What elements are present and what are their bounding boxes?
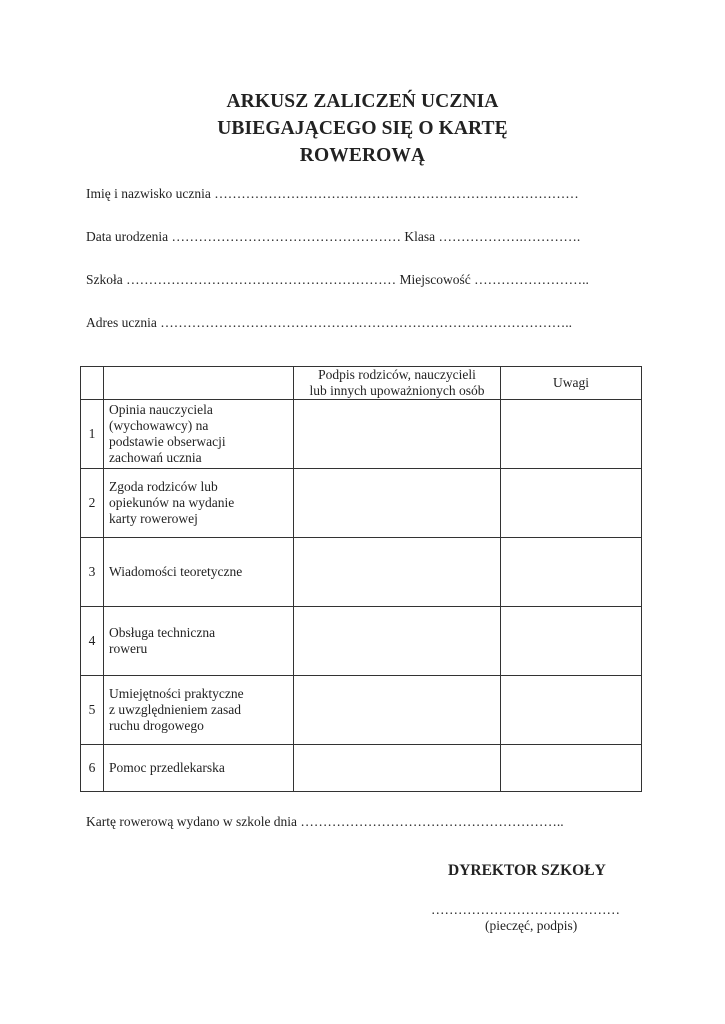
row-item-line: Opinia nauczyciela	[109, 402, 213, 417]
row-item-label	[104, 607, 294, 676]
issued-date-field[interactable]: Kartę rowerową wydano w szkole dnia …………………………………………………..	[86, 814, 564, 829]
table-row	[81, 745, 642, 792]
school-city-field[interactable]: Szkoła …………………………………………………… Miejscowość ……………………..	[86, 272, 589, 287]
row-item-label	[104, 400, 294, 469]
title-line-1: ARKUSZ ZALICZEŃ UCZNIA	[226, 91, 499, 112]
notes-cell[interactable]	[501, 469, 642, 538]
table-row	[81, 676, 642, 745]
row-item-line: Wiadomości teoretyczne	[109, 564, 243, 579]
title-line-3: ROWEROWĄ	[299, 145, 426, 166]
row-number: 2	[81, 469, 104, 538]
signature-cell[interactable]	[294, 676, 501, 745]
row-item-line: roweru	[109, 641, 148, 656]
row-item-line: zachowań ucznia	[109, 450, 202, 465]
header-signature-cell	[294, 367, 501, 400]
row-item-line: (wychowawcy) na	[109, 418, 209, 433]
notes-cell[interactable]	[501, 745, 642, 792]
row-item-line: z uwzględnieniem zasad	[109, 702, 241, 717]
title-line-2: UBIEGAJĄCEGO SIĘ O KARTĘ	[217, 118, 508, 139]
table-row	[81, 538, 642, 607]
row-item-line: Zgoda rodziców lub	[109, 479, 218, 494]
signature-cell[interactable]	[294, 469, 501, 538]
notes-cell[interactable]	[501, 400, 642, 469]
signature-cell[interactable]	[294, 607, 501, 676]
header-item-cell	[104, 367, 294, 400]
director-label: DYREKTOR SZKOŁY	[448, 862, 606, 879]
row-number: 6	[81, 745, 104, 792]
row-number: 5	[81, 676, 104, 745]
row-item-label	[104, 538, 294, 607]
row-item-line: karty rowerowej	[109, 511, 198, 526]
signature-line[interactable]: ……………………………………	[431, 902, 620, 917]
row-number: 4	[81, 607, 104, 676]
birth-date-class-field[interactable]: Data urodzenia …………………………………………… Klasa ……………….………….	[86, 229, 581, 244]
signature-cell[interactable]	[294, 745, 501, 792]
table-row	[81, 469, 642, 538]
table-header-row	[81, 367, 642, 400]
row-item-line: opiekunów na wydanie	[109, 495, 235, 510]
student-name-field[interactable]: Imię i nazwisko ucznia ………………………………………………………………………	[86, 186, 579, 201]
signature-cell[interactable]	[294, 538, 501, 607]
row-item-line: podstawie obserwacji	[109, 434, 226, 449]
header-number-cell	[81, 367, 104, 400]
row-item-line: ruchu drogowego	[109, 718, 204, 733]
row-item-label	[104, 469, 294, 538]
notes-cell[interactable]	[501, 538, 642, 607]
table-row	[81, 400, 642, 469]
row-number: 3	[81, 538, 104, 607]
row-item-label	[104, 676, 294, 745]
row-item-label	[104, 745, 294, 792]
table-row	[81, 607, 642, 676]
notes-cell[interactable]	[501, 676, 642, 745]
header-signature-line-1: Podpis rodziców, nauczycieli	[318, 367, 476, 382]
row-item-line: Umiejętności praktyczne	[109, 686, 244, 701]
document-title	[0, 88, 725, 169]
row-number: 1	[81, 400, 104, 469]
stamp-signature-label: (pieczęć, podpis)	[485, 918, 578, 933]
notes-cell[interactable]	[501, 607, 642, 676]
row-item-line: Obsługa techniczna	[109, 625, 216, 640]
address-field[interactable]: Adres ucznia ………………………………………………………………………………..	[86, 315, 572, 330]
header-signature-line-2: lub innych upoważnionych osób	[309, 383, 485, 398]
header-notes-cell: Uwagi	[501, 367, 642, 400]
signature-cell[interactable]	[294, 400, 501, 469]
assessment-table	[80, 366, 642, 792]
row-item-line: Pomoc przedlekarska	[109, 760, 225, 775]
